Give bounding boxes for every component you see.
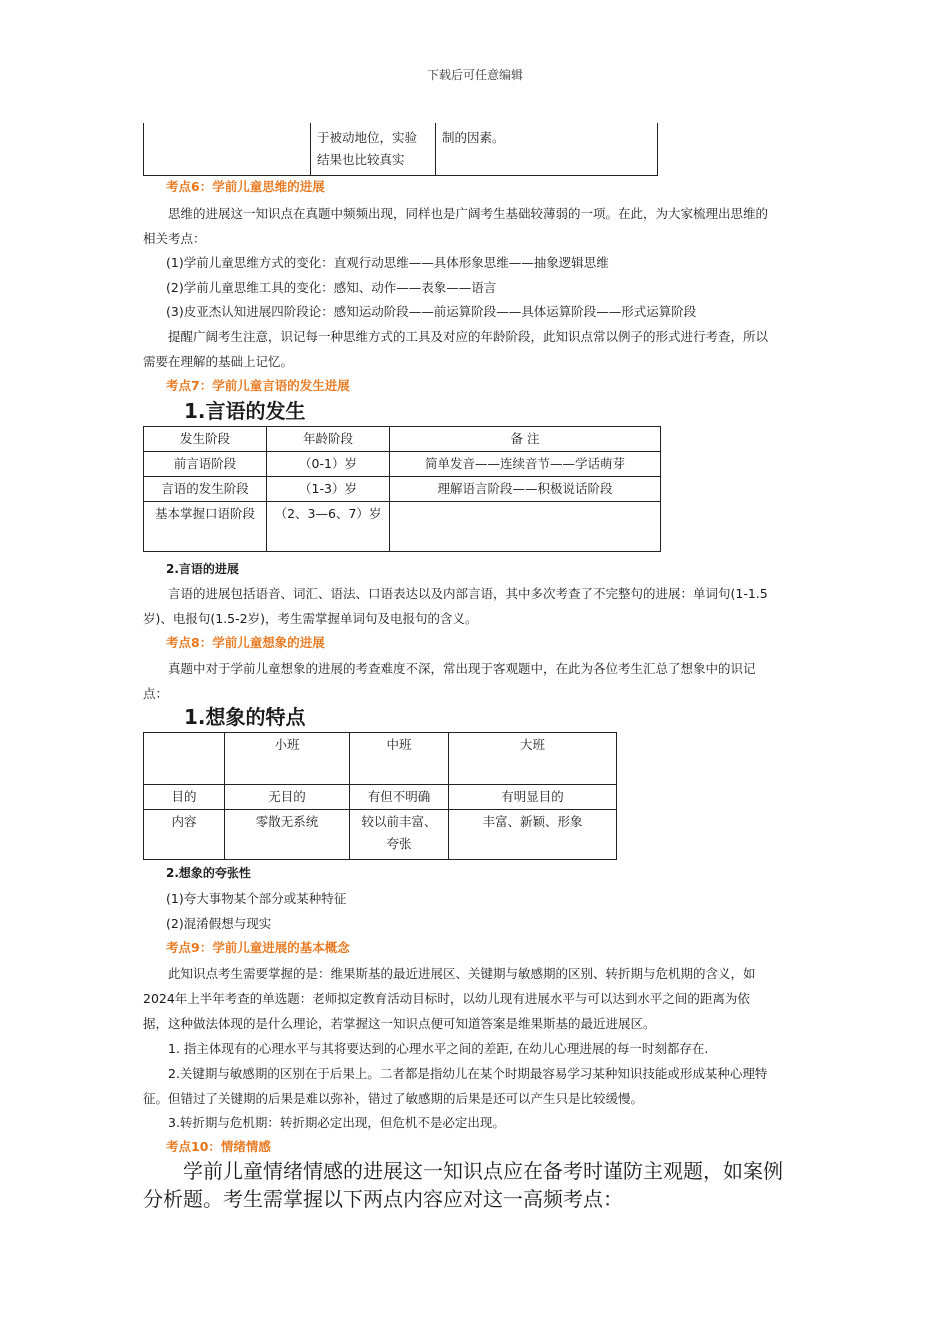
section-6-note: 提醒广阔考生注意，识记每一种思维方式的工具及对应的年龄阶段，此知识点常以例子的形式进行考查，所以需要在理解的基础上记忆。 — [143, 329, 769, 369]
section-8-subheading: 2.想象的夸张性 — [166, 866, 251, 880]
top-table-fragment — [143, 123, 658, 176]
section-6-intro: 思维的进展这一知识点在真题中频频出现，同样也是广阔考生基础较薄弱的一项。在此，为大家梳理出思维的相关考点： — [143, 206, 769, 246]
section-9-intro: 此知识点考生需要掌握的是：维果斯基的最近进展区、关键期与敏感期的区别、转折期与危机期的含义，如2024年上半年考查的单选题：老师拟定教育活动目标时，以幼儿现有进展水平与可以达到水平之间的距离为依据，这种做法体现的是什么理论，若掌握这一知识点便可知道答案是维果斯基的最近进展区。 — [143, 966, 756, 1031]
table-header: 小班 — [225, 733, 350, 785]
imagination-table — [143, 732, 617, 860]
section-6-title: 考点6：学前儿童思维的进展 — [166, 179, 325, 194]
table-header: 备 注 — [390, 427, 661, 452]
section-8-intro: 真题中对于学前儿童想象的进展的考查难度不深，常出现于客观题中，在此为各位考生汇总了想象中的识记点： — [143, 661, 756, 701]
speech-table — [143, 426, 661, 552]
section-7-text: 言语的进展包括语音、词汇、语法、口语表达以及内部言语，其中多次考查了不完整句的进展：单词句(1-1.5岁)、电报句(1.5-2岁)，考生需掌握单词句及电报句的含义。 — [143, 586, 768, 626]
section-7-subheading: 2.言语的进展 — [166, 562, 239, 576]
section-9-point-1: 1. 指主体现有的心理水平与其将要达到的心理水平之间的差距, 在幼儿心理进展的每一时刻都存在. — [168, 1041, 709, 1056]
table-cell: 理解语言阶段——积极说话阶段 — [390, 477, 661, 502]
table-cell: 零散无系统 — [225, 810, 350, 860]
table-cell: 内容 — [144, 810, 225, 860]
section-7-title: 考点7：学前儿童言语的发生进展 — [166, 378, 350, 393]
table-header: 大班 — [449, 733, 617, 785]
section-6-item: (1)学前儿童思维方式的变化：直观行动思维——具体形象思维——抽象逻辑思维 — [166, 255, 609, 270]
section-8-item: (2)混淆假想与现实 — [166, 916, 272, 931]
section-9-point-3: 3.转折期与危机期：转折期必定出现，但危机不是必定出现。 — [168, 1115, 505, 1130]
table-header — [144, 733, 225, 785]
table-cell: 言语的发生阶段 — [144, 477, 267, 502]
table-cell: 基本掌握口语阶段 — [144, 502, 267, 552]
section-10-text: 学前儿童情绪情感的进展这一知识点应在备考时谨防主观题，如案例分析题。考生需掌握以下两点内容应对这一高频考点： — [143, 1159, 783, 1211]
table-header: 发生阶段 — [144, 427, 267, 452]
table-cell: 简单发音——连续音节——学话萌芽 — [390, 452, 661, 477]
top-table-cell — [144, 123, 311, 176]
section-10-title: 考点10：情绪情感 — [166, 1139, 271, 1154]
table-cell: 目的 — [144, 785, 225, 810]
table-cell: （0-1）岁 — [267, 452, 390, 477]
table-header: 年龄阶段 — [267, 427, 390, 452]
table-header: 中班 — [350, 733, 449, 785]
section-8-heading: 1.想象的特点 — [184, 705, 306, 729]
section-9-point-2: 2.关键期与敏感期的区别在于后果上。二者都是指幼儿在某个时期最容易学习某种知识技能或形成某种心理特征。但错过了关键期的后果是难以弥补，错过了敏感期的后果是还可以产生只是比较缓慢。 — [143, 1066, 768, 1106]
section-8-title: 考点8：学前儿童想象的进展 — [166, 635, 325, 650]
section-7-heading: 1.言语的发生 — [184, 399, 306, 423]
section-6-item: (3)皮亚杰认知进展四阶段论：感知运动阶段——前运算阶段——具体运算阶段——形式运算阶段 — [166, 304, 697, 319]
table-cell: 无目的 — [225, 785, 350, 810]
table-cell: 有但不明确 — [350, 785, 449, 810]
table-cell: 前言语阶段 — [144, 452, 267, 477]
section-9-title: 考点9：学前儿童进展的基本概念 — [166, 940, 350, 955]
top-table-cell: 制的因素。 — [436, 123, 658, 176]
top-table-cell: 于被动地位，实验结果也比较真实 — [311, 123, 436, 176]
table-cell: 较以前丰富、夸张 — [350, 810, 449, 860]
table-cell: （2、3—6、7）岁 — [267, 502, 390, 552]
table-cell: 丰富、新颖、形象 — [449, 810, 617, 860]
table-cell — [390, 502, 661, 552]
section-6-item: (2)学前儿童思维工具的变化：感知、动作——表象——语言 — [166, 280, 497, 295]
section-8-item: (1)夸大事物某个部分或某种特征 — [166, 891, 347, 906]
table-cell: 有明显目的 — [449, 785, 617, 810]
table-cell: （1-3）岁 — [267, 477, 390, 502]
page-header: 下载后可任意编辑 — [426, 68, 523, 82]
